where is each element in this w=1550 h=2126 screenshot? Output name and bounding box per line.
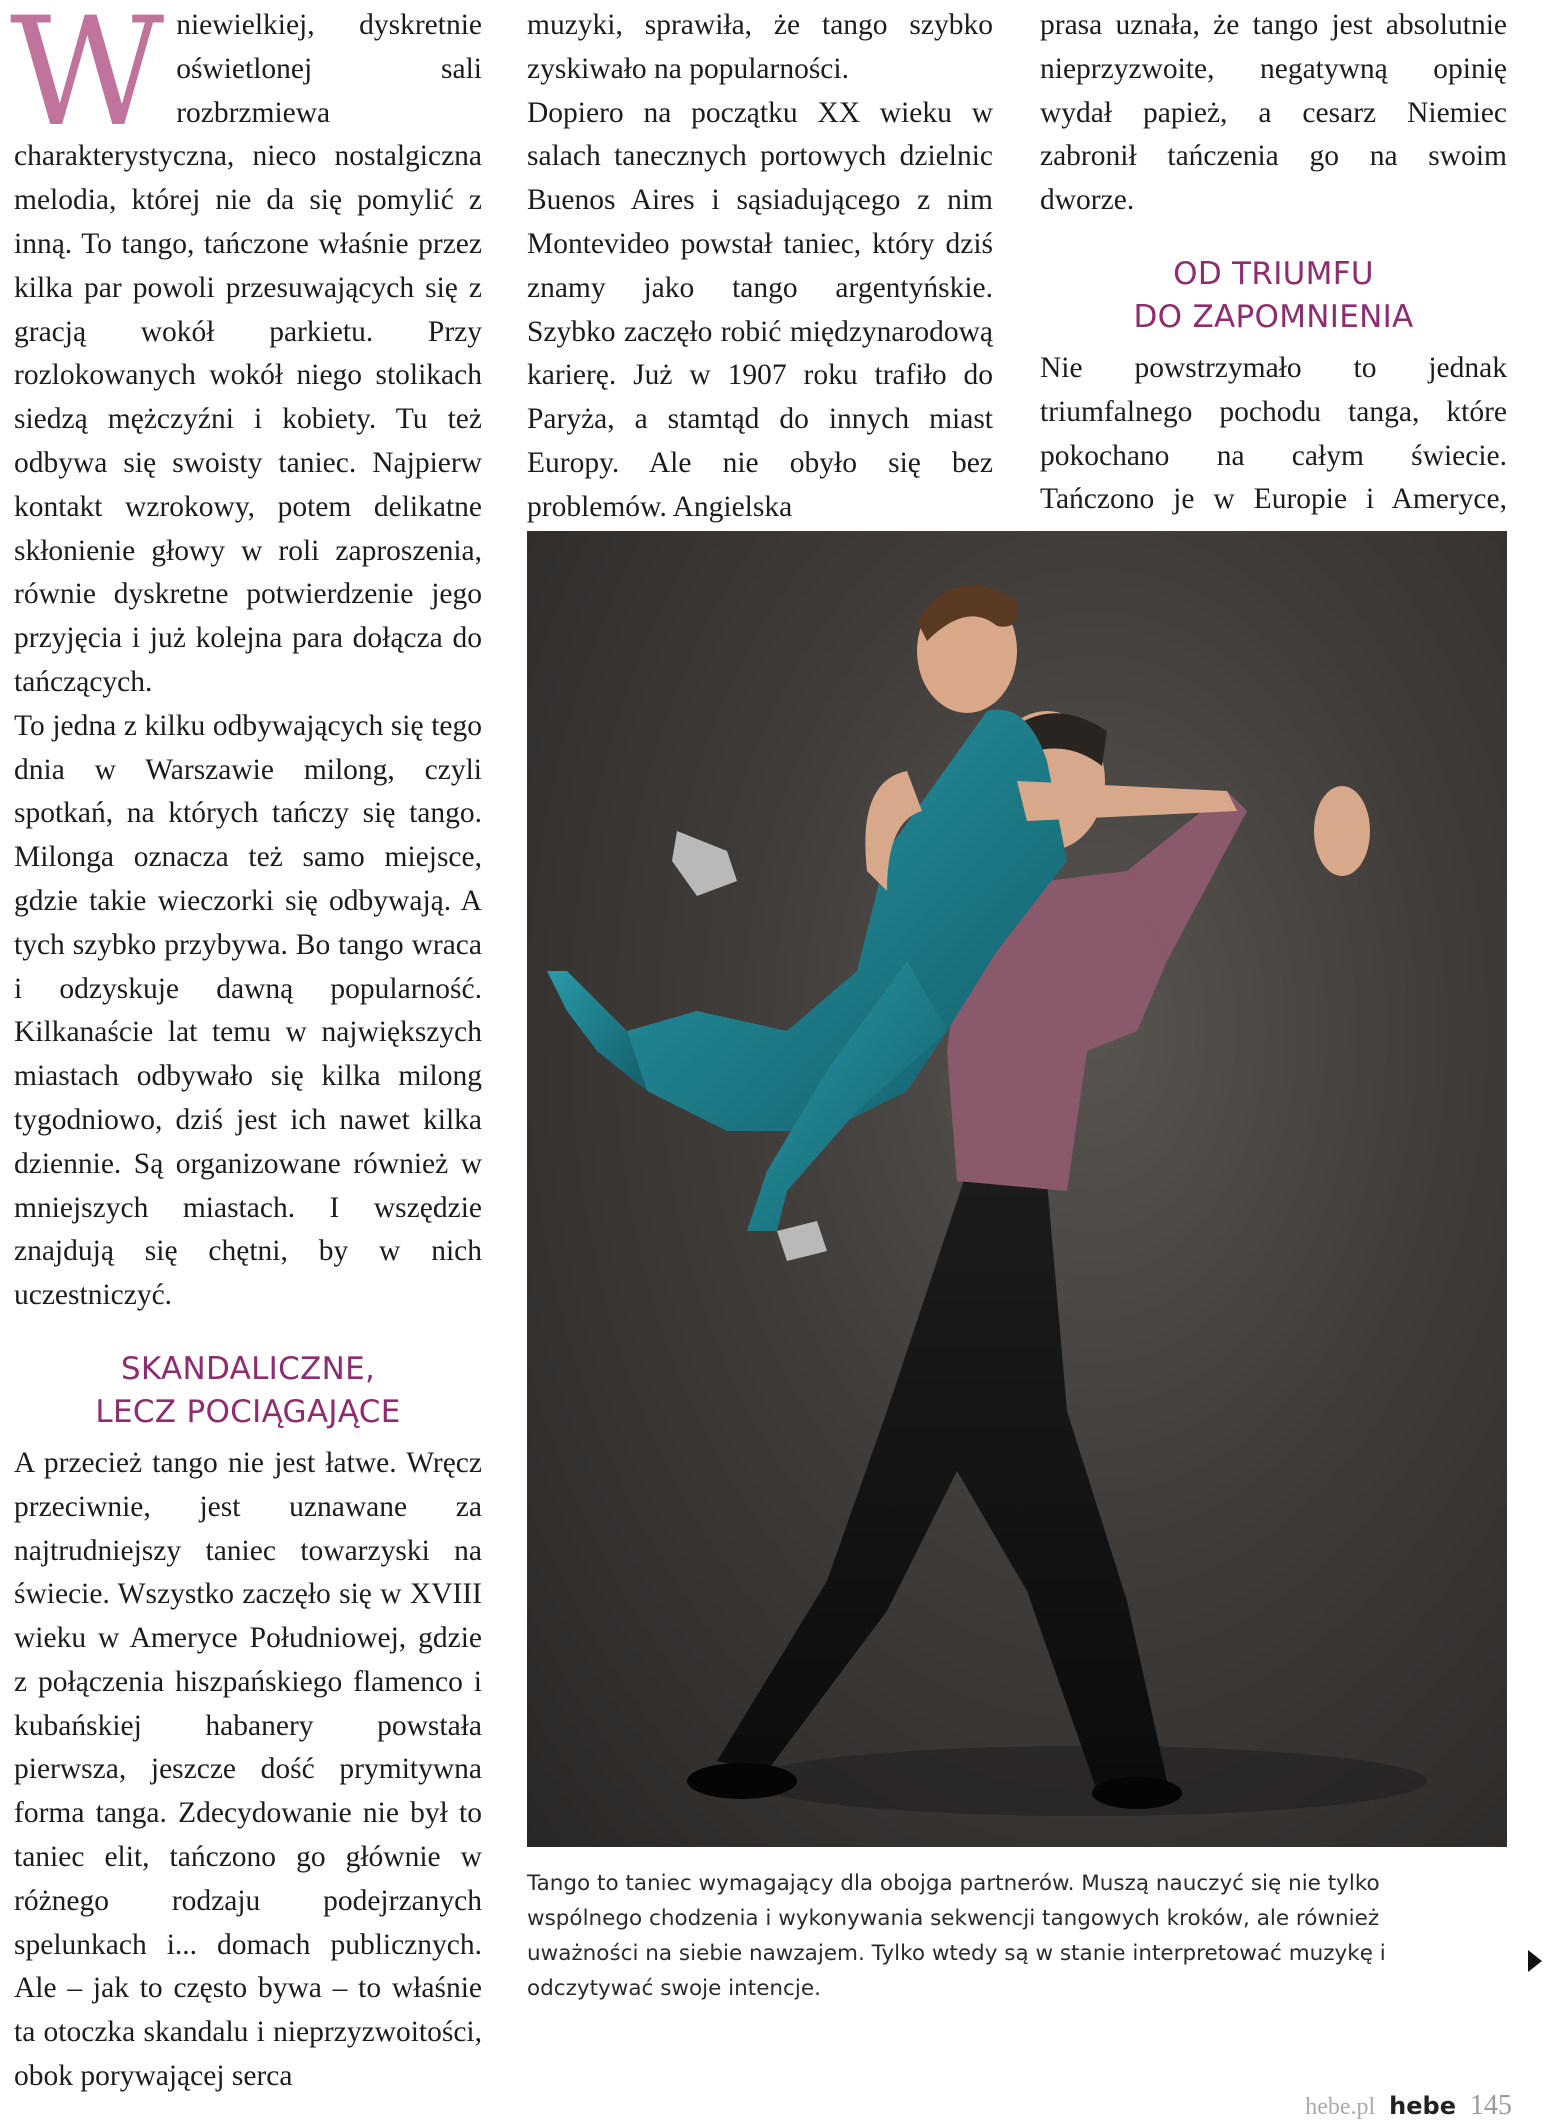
drop-cap: W: [10, 0, 165, 160]
section-heading-triumf: [1040, 253, 1507, 339]
intro-text: niewielkiej, dyskretnie oświetlonej sali rozbrzmiewa charakterystyczna, nieco nostalgiczna melodia, której nie da się pomylić z inną. To tango, tańczone właśnie przez kilka par powoli przesuwających się z gracją wokół parkietu. Przy rozlokowanych wokół niego stolikach siedzą mężczyźni i kobiety. Tu też odbywa się swoisty taniec. Najpierw kontakt wzrokowy, potem delikatne skłonienie głowy w roli zaproszenia, równie dyskretne potwierdzenie jego przyjęcia i już kolejna para dołącza do tańczących.: [14, 9, 482, 698]
footer-site: hebe.pl: [1305, 2094, 1376, 2120]
paragraph-continuation: muzyki, sprawiła, że tango szybko zyskiwało na popularności.: [527, 9, 993, 85]
next-page-arrow-icon: [1528, 1950, 1542, 1972]
page-number: 145: [1470, 2090, 1512, 2121]
heading-line: LECZ POCIĄGAJĄCE: [95, 1393, 401, 1430]
tango-dancers-photo: [527, 531, 1507, 1847]
article-column-1: [10, 0, 482, 2099]
paragraph-triumph: Nie powstrzymało to jednak triumfalnego pochodu tanga, które pokochano na całym świecie. Tańczono je w Europie i Ameryce,: [1040, 351, 1507, 516]
tango-couple-illustration: [527, 531, 1507, 1847]
paragraph-milonga: To jedna z kilku odbywających się tego dnia w Warszawie milong, czyli spotkań, na których tańczy się tango. Milonga oznacza też samo miejsce, gdzie takie wieczorki się odbywają. A tych szybko przybywa. Bo tango wraca i odzyskuje dawną popularność. Kilkanaście lat temu w największych miastach odbywało się kilka milong tygodniowo, dziś jest ich nawet kilka dziennie. Są organizowane również w mniejszych miastach. I wszędzie znajdują się chętni, by w nich uczestniczyć.: [14, 709, 482, 1312]
paragraph-buenos-aires: Dopiero na początku XX wieku w salach tanecznych portowych dzielnic Buenos Aires i sąsiadującego z nim Montevideo powstał taniec, który dziś znamy jako tango argentyńskie. Szybko zaczęło robić międzynarodową karierę. Już w 1907 roku trafiło do Paryża, a stamtąd do innych miast Europy. Ale nie obyło się bez problemów. Angielska: [527, 96, 993, 523]
photo-caption: [527, 1866, 1497, 2006]
intro-paragraph: [10, 0, 482, 705]
heading-line: OD TRIUMFU: [1173, 255, 1374, 292]
heading-line: DO ZAPOMNIENIA: [1133, 298, 1414, 335]
section-heading-skandaliczne: [14, 1348, 482, 1434]
paragraph-press: prasa uznała, że tango jest absolutnie nieprzyzwoite, negatywną opinię wydał papież, a cesarz Niemiec zabronił tańczenia go na swoim dworze.: [1040, 9, 1507, 217]
paragraph-history: A przecież tango nie jest łatwe. Wręcz przeciwnie, jest uznawane za najtrudniejszy taniec towarzyski na świecie. Wszystko zaczęło się w XVIII wieku w Ameryce Południowej, gdzie z połączenia hiszpańskiego flamenco i kubańskiej habanery powstała pierwsza, jeszcze dość prymitywna forma tanga. Zdecydowanie nie był to taniec elit, tańczono go głównie w różnego rodzaju podejrzanych spelunkach i... domach publicznych. Ale – jak to często bywa – to właśnie ta otoczka skandalu i nieprzyzwoitości, obok porywającej serca: [14, 1446, 482, 2093]
caption-text: Tango to taniec wymagający dla obojga partnerów. Muszą nauczyć się nie tylko wspólnego chodzenia i wykonywania sekwencji tangowych kroków, ale również uważności na siebie nawzajem. Tylko wtedy są w stanie interpretować muzykę i odczytywać swoje intencje.: [527, 1871, 1386, 2001]
heading-line: SKANDALICZNE,: [120, 1350, 376, 1387]
article-column-3: [1040, 4, 1507, 566]
footer-brand-logo: hebe: [1389, 2092, 1456, 2120]
page-footer: [1305, 2090, 1512, 2122]
article-column-2: [527, 4, 993, 530]
